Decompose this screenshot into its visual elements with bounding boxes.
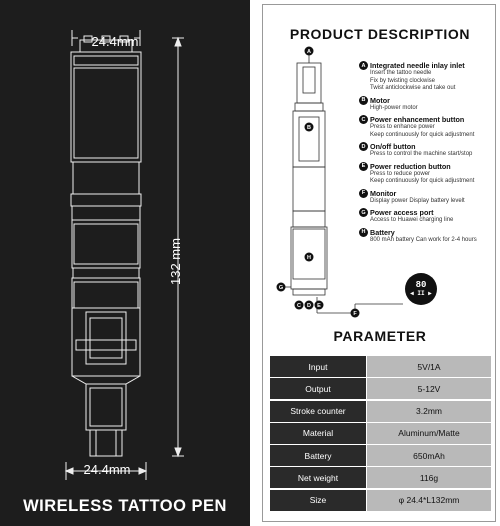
- svg-text:G: G: [278, 285, 284, 291]
- feature-list: [359, 61, 499, 247]
- parameter-row: [270, 445, 491, 466]
- feature-name: Motor: [370, 95, 390, 105]
- parameter-value: Aluminum/Matte: [367, 423, 491, 444]
- parameter-label: Stroke counter: [270, 401, 366, 422]
- product-description-heading: PRODUCT DESCRIPTION: [289, 26, 471, 42]
- svg-text:B: B: [307, 125, 311, 131]
- feature-description: Keep continuously for quick adjustment: [370, 178, 475, 184]
- feature-description: Access to Huawei charging line: [370, 217, 454, 223]
- feature-item: [359, 189, 499, 206]
- feature-item: [359, 96, 499, 113]
- parameter-row: [270, 378, 491, 399]
- feature-name: Integrated needle inlay inlet: [370, 61, 465, 70]
- parameter-value: 5V/1A: [367, 356, 491, 377]
- product-name-title: WIRELESS TATTOO PEN: [23, 497, 227, 515]
- feature-name: Battery: [370, 227, 395, 237]
- feature-badge-icon: A: [359, 61, 368, 70]
- bottom-width-label: 24.4mm: [83, 462, 131, 477]
- feature-heading: [359, 208, 499, 217]
- feature-badge-icon: G: [359, 208, 368, 217]
- feature-item: [359, 142, 499, 159]
- feature-item: [359, 162, 499, 186]
- parameter-value: 116g: [367, 467, 491, 488]
- parameter-value: 5-12V: [367, 378, 491, 399]
- svg-text:E: E: [317, 303, 321, 309]
- feature-description: Display power Display battery levelt: [370, 197, 465, 204]
- feature-name: Power access port: [370, 208, 434, 217]
- monitor-display-icon: [405, 273, 437, 305]
- feature-name: On/off button: [370, 142, 416, 151]
- parameter-table: [270, 356, 491, 512]
- feature-item: [359, 208, 499, 225]
- parameter-label: Output: [270, 378, 366, 399]
- feature-badge-icon: E: [359, 162, 368, 171]
- feature-item: [359, 115, 499, 139]
- feature-badge-icon: C: [359, 115, 368, 124]
- feature-item: [359, 228, 499, 245]
- monitor-value: 80: [415, 280, 427, 290]
- feature-description: 800 mAh battery Can work for 2-4 hours: [370, 236, 477, 243]
- parameter-label: Size: [270, 490, 366, 511]
- feature-description: Press to enhance power: [370, 124, 435, 130]
- feature-heading: [359, 228, 499, 237]
- feature-heading: [359, 61, 499, 70]
- parameter-value: φ 24.4*L132mm: [367, 490, 491, 511]
- feature-description: Twist anticlockwise and take out: [370, 85, 456, 91]
- feature-heading: [359, 142, 499, 151]
- feature-name: Power reduction button: [370, 161, 451, 171]
- parameter-row: [270, 356, 491, 377]
- svg-text:H: H: [307, 255, 311, 261]
- parameter-label: Material: [270, 423, 366, 444]
- feature-description: Keep continuously for quick adjustment: [370, 131, 475, 138]
- product-info-panel: [262, 4, 496, 522]
- feature-name: Power enhancement button: [370, 115, 465, 124]
- parameter-label: Input: [270, 356, 366, 377]
- svg-text:A: A: [307, 49, 311, 55]
- parameter-label: Battery: [270, 445, 366, 466]
- length-label: 132 mm: [168, 238, 183, 285]
- feature-description: Press to control the machine start/stop: [370, 151, 473, 157]
- parameter-row: [270, 423, 491, 444]
- parameter-heading: PARAMETER: [333, 328, 427, 344]
- svg-text:F: F: [353, 311, 357, 317]
- feature-badge-icon: B: [359, 96, 368, 105]
- parameter-label: Net weight: [270, 467, 366, 488]
- parameter-row: [270, 490, 491, 511]
- parameter-value: 3.2mm: [367, 401, 491, 422]
- feature-description: Press to reduce power: [370, 170, 431, 177]
- feature-description: Insert the tattoo needle: [370, 70, 432, 76]
- parameter-value: 650mAh: [367, 445, 491, 466]
- parameter-row: [270, 467, 491, 488]
- feature-heading: [359, 96, 499, 105]
- feature-item: [359, 61, 499, 93]
- feature-heading: [359, 189, 499, 198]
- feature-heading: [359, 115, 499, 124]
- svg-text:C: C: [297, 303, 301, 309]
- svg-text:D: D: [307, 303, 311, 309]
- feature-badge-icon: H: [359, 228, 368, 237]
- monitor-controls-icon: ◀ II ▶: [410, 290, 432, 297]
- feature-badge-icon: D: [359, 142, 368, 151]
- parameter-row: [270, 401, 491, 422]
- feature-name: Monitor: [370, 188, 397, 198]
- top-width-label: 24.4mm: [91, 34, 139, 49]
- feature-heading: [359, 162, 499, 171]
- feature-badge-icon: F: [359, 189, 368, 198]
- feature-description: High-power motor: [370, 104, 418, 111]
- feature-description: Fix by twisting clockwise: [370, 77, 436, 84]
